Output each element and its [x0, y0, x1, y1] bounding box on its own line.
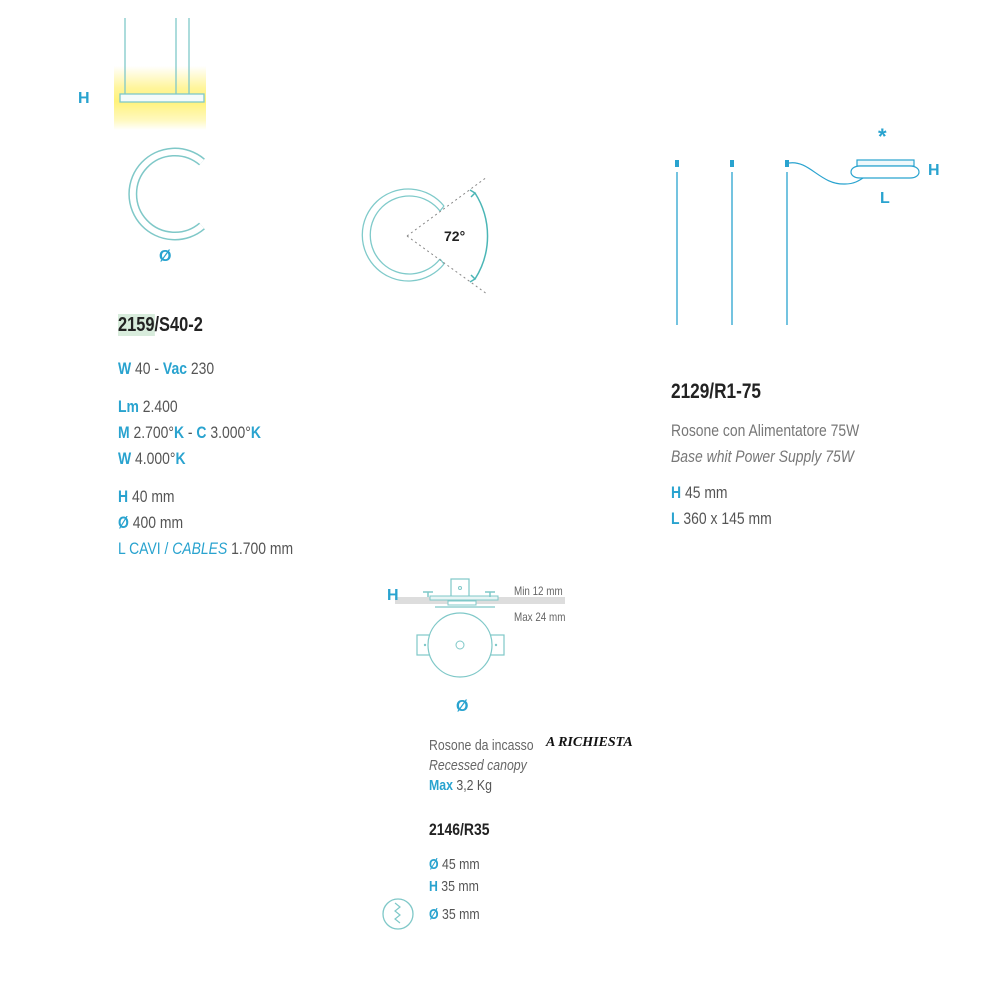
description-2146: [429, 736, 534, 796]
spec-height: H 40 mm: [118, 487, 175, 506]
max-depth-label: Max 24 mm: [514, 610, 566, 624]
spec-hole-diameter: Ø 35 mm: [429, 906, 480, 923]
spec-max-weight: Max 3,2 Kg: [429, 777, 492, 794]
diameter-dimension-label: Ø: [159, 248, 172, 265]
description-english: Base whit Power Supply 75W: [671, 447, 854, 466]
asterisk-icon: *: [878, 124, 887, 149]
cable-rose-drawing: [660, 120, 940, 330]
on-request-badge: A RICHIESTA: [546, 735, 633, 750]
description-italian: Rosone da incasso: [429, 737, 534, 754]
spec-color-temp-1: M 2.700°K - C 3.000°K: [118, 423, 261, 442]
rotation-angle-drawing: [340, 160, 510, 310]
height-dimension-label: H: [928, 162, 940, 179]
product-code-2129: 2129/R1-75: [671, 380, 761, 403]
diameter-dimension-label: Ø: [456, 698, 469, 715]
spec-height: H 45 mm: [671, 483, 728, 502]
spec-diameter: Ø 45 mm: [429, 856, 480, 873]
description-2129: [671, 418, 859, 532]
height-dimension-label: H: [387, 587, 399, 604]
drill-hole-icon: [381, 897, 415, 936]
spec-power: W 40 - Vac 230: [118, 359, 215, 378]
spec-diameter: Ø 400 mm: [118, 513, 184, 532]
ring-top-drawing: [118, 145, 218, 250]
spec-height: H 35 mm: [429, 878, 479, 895]
height-dimension-label: H: [78, 90, 90, 107]
spec-list-2159: [118, 356, 293, 562]
description-italian: Rosone con Alimentatore 75W: [671, 421, 860, 440]
angle-label: 72°: [444, 228, 466, 244]
description-english: Recessed canopy: [429, 757, 527, 774]
spec-color-temp-2: W 4.000°K: [118, 449, 186, 468]
spec-lumen: Lm 2.400: [118, 397, 178, 416]
product-code-2159: 2159/S40-2: [118, 314, 203, 336]
spec-list-2146: [429, 854, 480, 926]
pendant-side-drawing: [110, 0, 210, 130]
spec-length: L 360 x 145 mm: [671, 509, 772, 528]
spec-cables: L CAVI / CABLES 1.700 mm: [118, 539, 294, 558]
length-dimension-label: L: [880, 190, 890, 207]
min-depth-label: Min 12 mm: [514, 584, 563, 598]
product-code-2146: 2146/R35: [429, 820, 490, 839]
